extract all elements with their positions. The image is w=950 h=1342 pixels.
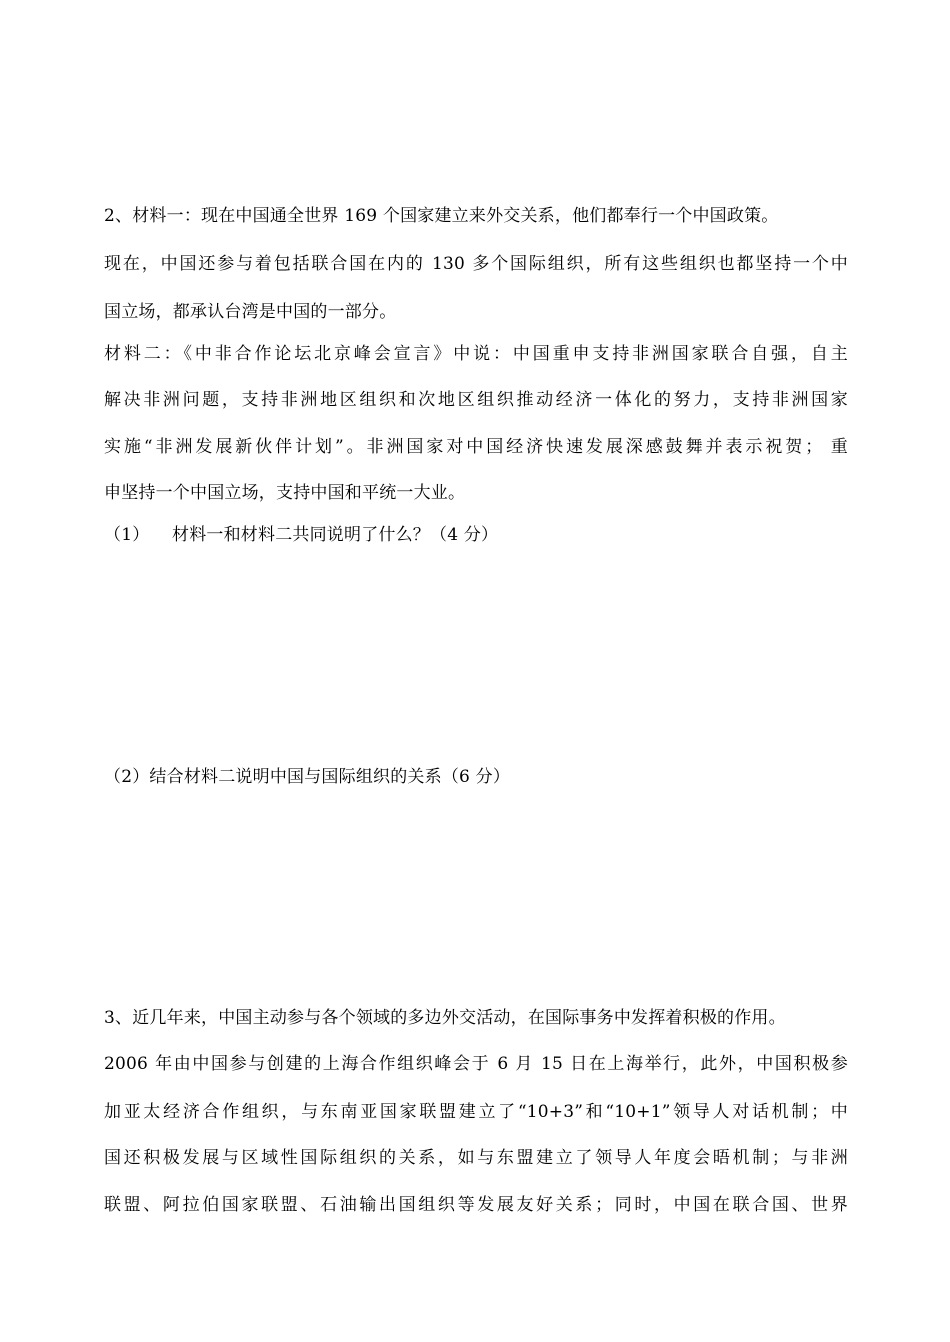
q2-sub1-text: 材料一和材料二共同说明了什么？（4 分）: [172, 525, 499, 545]
q3-line-1: 3、近几年来，中国主动参与各个领域的多边外交活动，在国际事务中发挥着积极的作用。: [104, 1008, 786, 1028]
q2-sub2-text: （2）结合材料二说明中国与国际组织的关系（6 分）: [104, 767, 511, 787]
q2-material1-line-1: 2、材料一：现在中国通全世界 169 个国家建立来外交关系，他们都奉行一个中国政策。: [104, 206, 779, 226]
q3-line-4: 国还积极发展与区域性国际组织的关系，如与东盟建立了领导人年度会晤机制；与非洲: [104, 1148, 848, 1168]
q2-material2-line-2: 解决非洲问题，支持非洲地区组织和次地区组织推动经济一体化的努力，支持非洲国家: [104, 390, 848, 410]
q2-material1-line-3: 国立场，都承认台湾是中国的一部分。: [104, 302, 397, 322]
q3-line-5: 联盟、阿拉伯国家联盟、石油输出国组织等发展友好关系；同时，中国在联合国、世界: [104, 1195, 848, 1215]
q2-sub1-number: （1）: [104, 525, 150, 545]
q2-material1-line-2: 现在，中国还参与着包括联合国在内的 130 多个国际组织，所有这些组织也都坚持一个中: [104, 254, 848, 274]
q3-line-2: 2006 年由中国参与创建的上海合作组织峰会于 6 月 15 日在上海举行，此外，中国积极参: [104, 1054, 848, 1074]
q2-material2-line-1: 材料二：《中非合作论坛北京峰会宣言》中说：中国重申支持非洲国家联合自强，自主: [104, 344, 848, 364]
q2-material2-line-4: 申坚持一个中国立场，支持中国和平统一大业。: [104, 483, 466, 503]
q2-material2-line-3: 实施“非洲发展新伙伴计划”。非洲国家对中国经济快速发展深感鼓舞并表示祝贺； 重: [104, 437, 848, 457]
q3-line-3: 加亚太经济合作组织，与东南亚国家联盟建立了“10+3”和“10+1”领导人对话机制；中: [104, 1102, 848, 1122]
